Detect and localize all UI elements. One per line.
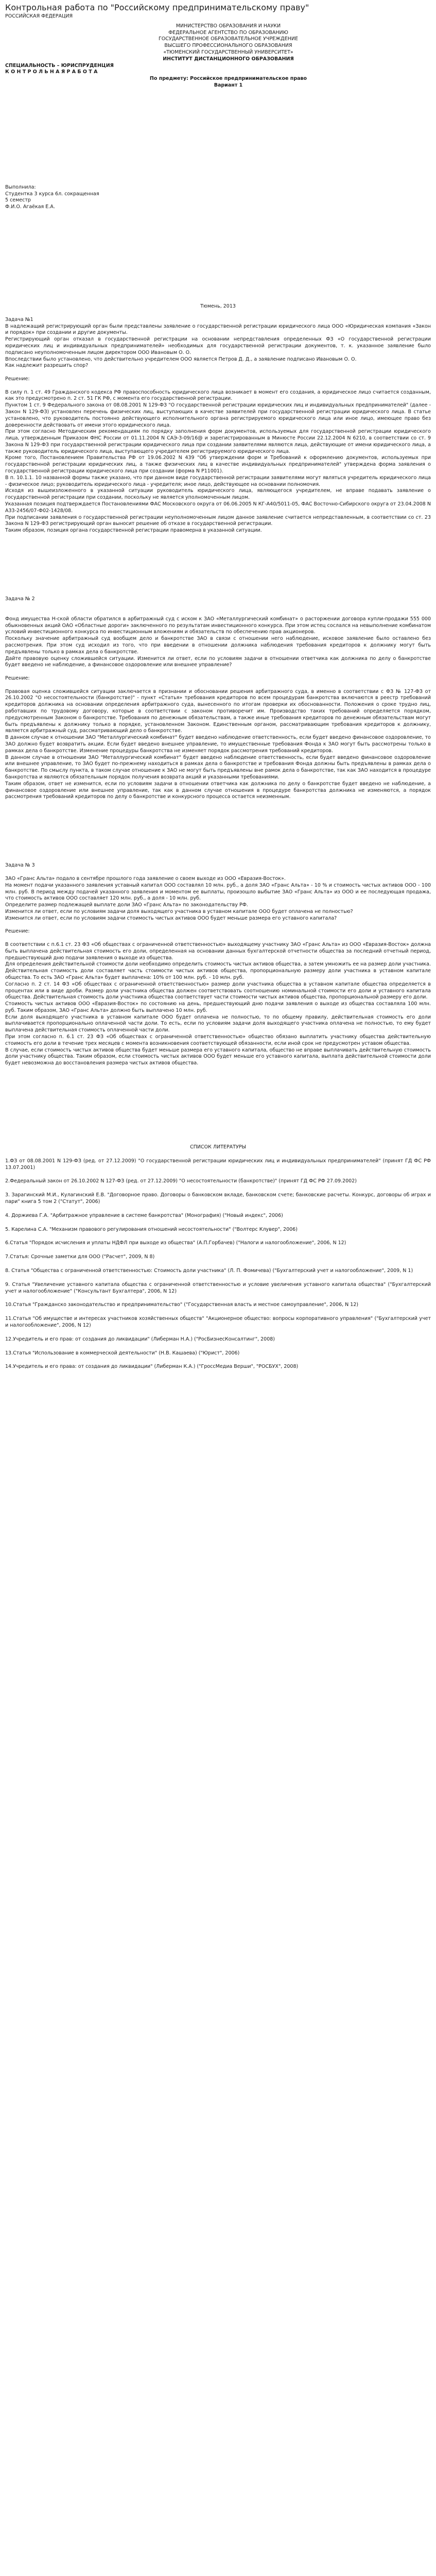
agency: ФЕДЕРАЛЬНОЕ АГЕНТСТВО ПО ОБРАЗОВАНИЮ [168,29,288,36]
paragraph: Решение: [5,675,30,682]
reference-item: 11.Статья "Об имуществе и интересах участников хозяйственных обществ" "Акционерное общество: вопросы корпоративного управления" ("Бухгалтерский учет и налогообложение", 2006, N 12) [5,1316,431,1329]
paragraph: Кроме того, Постановлением Правительства РФ от 19.06.2002 N 439 "Об утверждении форм и Требований к оформлению документов, используемых при государственной регистрации юридических лиц, а также физических лиц в качестве индивидуальных предпринимателей" утверждена форма заявления о государственной регистрации юридического лица при создании (форма N Р11001). [5,455,431,474]
city-year: Тюмень, 2013 [200,303,236,309]
reference-item: 5. Карелина С.А. "Механизм правового регулирования отношений несостоятельности" ("Волтерс Клувер", 2006) [5,1226,298,1232]
paragraph: При подписании заявления о государственной регистрации неуполномоченным лицом данное заявление считается непредставленным, в соответствии со ст. 23 Закона N 129-ФЗ регистрирующий орган выносит решение об отказе в государственной регистрации. [5,514,431,527]
paragraph: При этом согласно п. 6.1 ст. 23 ФЗ «Об обществах с ограниченной ответственностью» общество обязано выплатить участнику общества действительную стоимость его доли в течение трех месяцев с момента возникновения соответствующей обязанности, если иной срок не предусмотрен уставом общества. [5,1034,431,1046]
institution-line-2: ВЫСШЕГО ПРОФЕССИОНАЛЬНОГО ОБРАЗОВАНИЯ [164,43,292,49]
paragraph: Впоследствии было установлено, что действительно учредителем ООО является Петров Д. Д., а заявление подписано Ивановым О. О. [5,356,357,362]
document [5,3,431,1370]
paragraph: Решение: [5,928,30,935]
paragraph: Пунктом 1 ст. 9 Федерального закона от 08.08.2001 N 129-ФЗ "О государственной регистрации юридических лиц и индивидуальных предпринимателей" (далее - Закон N 129-ФЗ) установлен перечень физических лиц, выступающих в качестве заявителей при государственной регистрации юридического лица. В статье установлено, что руководитель постоянно действующего исполнительного органа регистрируемого юридического лица или иное лицо, имеющее право без доверенности действовать от имени этого юридического лица. [5,402,431,428]
paragraph: В надлежащий регистрирующий орган были представлены заявление о государственной регистрации юридического лица ООО «Юридическая компания «Закон и порядок» при создании и другие документы. [5,323,431,336]
paragraph: Регистрирующий орган отказал в государственной регистрации на основании непредставления определенных ФЗ «О государственной регистрации юридических лиц и индивидуальных предпринимателей» необходимых для государственной регистрации документов, т. к. указанное заявление было подписано неуполномоченным лицом директором ООО Ивановым О. О. [5,336,431,355]
reference-item: 14.Учредитель и его права: от создания до ликвидации" (Либерман К.А.) ("ГроссМедиа Верши", "РОСБУХ", 2008) [5,1364,299,1370]
paragraph: Таким образом, позиция органа государственной регистрации правомерна в указанной ситуации. [5,528,262,534]
paragraph: Дайте правовую оценку сложившейся ситуации. Изменится ли ответ, если по условиям задачи в отношении ответчика как должника по делу о банкротстве будет введено не наблюдение, а финансовое оздоровление или внешнее управление? [5,655,431,668]
paragraph [5,383,431,389]
paragraph: Правовая оценка сложившейся ситуации заключается в признании и обосновании решения арбитражного суда, в именно в соответствии с ФЗ № 127-ФЗ от 26.10.2002 "О несостоятельности (банкротстве)" - пункт «Статья» требования кредиторов по всем процедурам банкротства включаются в реестр требований кредиторов должника на основании определения арбитражного суда, вынесенного по итогам проверки их обоснованности. Положения о сроке трудно лиц, работавших по трудовому договору, которые в соответствии с законом противоречит им. Производство таких требований определяется порядком, предусмотренным Законом о банкротстве. Требования по денежным обязательствам, а также иные требования кредиторов по денежным обязательствам могут быть предъявлены к должнику только в порядке, установленном Законом. Единственным органом, рассматривающим требования кредиторов к должнику, является арбитражный суд, рассматривающий дело о банкротстве. [5,688,431,734]
paragraph: При этом согласно Методическим рекомендациям по порядку заполнения форм документов, используемых для государственной регистрации юридического лица, утвержденным Приказом ФНС России от 01.11.2004 N САЭ-3-09/16@ и зарегистрированным в Минюсте России 22.12.2004 N 6210, в соответствии со ст. 9 Закона N 129-ФЗ при государственной регистрации юридического лица при создании заявителями являются лица, действующие от имени юридического лица, а также руководитель юридического лица, выступающего учредителем регистрируемого юридического лица. [5,429,431,454]
reference-item: 4. Доржиева Г.А. "Арбитражное управление в системе банкротства" (Монография) ("Новый индекс", 2006) [5,1212,283,1218]
reference-item: 8. Статья "Общества с ограниченной ответственностью: Стоимость доли участника" (Л. П. Фомичева) ("Бухгалтерский учет и налогообложение", 2009, N 1) [5,1268,413,1274]
task-3-title: Задача № 3 [5,862,35,869]
document-title: Контрольная работа по "Российскому предпринимательскому праву" [5,3,309,12]
reference-item: 10.Статья "Гражданско законодательство и предпринимательство" ("Государственная власть и местное самоуправление", 2006, N 12) [5,1302,359,1308]
paragraph [5,682,431,689]
paragraph: Поскольку значение арбитражный суд вообщем дело и банкротстве ЗАО в связи с отношении него наблюдение, исковое заявление было оставлено без рассмотрения. При этом суд исходил из того, что при введении в отношении должника наблюдения требования кредиторов к должнику могут быть предъявлены только в рамках дела о банкротстве. [5,636,431,655]
paragraph [5,922,431,929]
reference-item: 6.Статья "Порядок исчисления и уплаты НДФЛ при выходе из общества" (А.П.Горбачев) ("Налоги и налогообложение", 2006, N 12) [5,1240,346,1246]
document-subtitle: РОССИЙСКАЯ ФЕДЕРАЦИЯ [5,13,73,19]
paragraph: Указанная позиция подтверждается Постановлениями ФАС Московского округа от 06.06.2005 N КГ-А40/5011-05, ФАС Восточно-Сибирского округа от 23.04.2008 N А33-2456/07-Ф02-1428/08. [5,501,431,514]
specialty: СПЕЦИАЛЬНОСТЬ – ЮРИСПРУДЕНЦИЯ [5,62,114,69]
ministry: МИНИСТЕРСТВО ОБРАЗОВАНИЯ И НАУКИ [176,23,281,29]
subject: По предмету: Российское предпринимательское право [149,76,307,82]
paragraph: В п. 10.1.1. 10 названной формы также указано, что при данном виде государственной регистрации заявителями могут являться учредитель юридического лица - физическое лицо; руководитель юридического лица - учредителя; иное лицо, действующее на основании полномочия. [5,474,431,487]
reference-item: 3. Зарагинский М.И., Кулагинский Е.В. "Договорное право. Договоры о банковском вкладе, банковском счете; банковские расчеты. Конкурс, договоры об играх и пари" книга 5 том 2 ("Статут", 2006) [5,1192,431,1205]
paragraph [5,369,431,376]
paragraph: В соответствии с п.6.1 ст. 23 ФЗ «Об обществах с ограниченной ответственностью» выходящему участнику ЗАО «Гранс Альта» из ООО «Евразия-Восток» должна быть выплачена действительная стоимость его доли, определенная на основании данных бухгалтерской отчетности общества за последний отчетный период, предшествующий дню подачи заявления о выходе из общества. [5,941,431,961]
student-line: Студентка 3 курса 6л. сокращенная [5,191,99,197]
paragraph: Для определения действительной стоимости доли необходимо определить стоимость чистых активов общества, а затем умножить ее на размер доли участника. Действительная стоимость доли составляет часть стоимости чистых активов общества, пропорциональную размеру доли участника в уставном капитале общества. То есть ЗАО «Гранс Альта» будет выплачена: 10% от 100 млн. руб. - 10 млн. руб. [5,961,431,980]
task-2 [5,596,431,801]
paragraph: В случае, если стоимость чистых активов общества будет меньше размера его уставного капитала, общество не вправе выплачивать действительную стоимость доли участнику общества. Таким образом, если стоимость чистых активов ООО будет меньше его уставного капитала, выплата действительной стоимости доли будет невозможна до восстановления размера чистых активов общества. [5,1047,431,1066]
task-1-body [5,324,431,535]
paragraph: Таким образом, ответ не изменится, если по условиям задачи в отношении ответчика как должника по делу о банкротстве будет введено не наблюдение, а финансовое оздоровление или внешнее управление, так как в данном случае отношения в процедуре банкротства должника не изменяются, а порядок рассмотрения требований кредиторов по делу о банкротстве и конкурсного процесса остается неизменным. [5,781,431,800]
task-2-title: Задача № 2 [5,596,35,602]
paragraph: Изменится ли ответ, если по условиям задачи доля выходящего участника в уставном капитале ООО будет оплачена не полностью? [5,908,353,914]
paragraph: Фонд имущества Н-ской области обратился в арбитражный суд с иском к ЗАО «Металлургический комбинат» о расторжении договора купли-продажи 555 000 обыкновенных акций ОАО «Областные дороги» заключенного по результатам инвестиционного конкурса. При этом истец сослался на невыполнение комбинатом условий инвестиционного конкурса по инвестиционным вложениям и обязательств по обеспечению прав акционеров. [5,616,431,635]
paragraph: ЗАО «Гранс Альта» подало в сентябре прошлого года заявление о своем выходе из ООО «Евразия-Восток». [5,875,286,882]
institution-line-1: ГОСУДАРСТВЕННОЕ ОБРАЗОВАТЕЛЬНОЕ УЧРЕЖДЕНИЕ [159,36,298,42]
university: «ТЮМЕНСКИЙ ГОСУДАРСТВЕННЫЙ УНИВЕРСИТЕТ» [163,49,293,55]
paragraph: Стоимость чистых активов ООО «Евразия-Восток» по состоянию на день, предшествующий дню подачи заявления о выходе из общества составляла 100 млн. руб. Таким образом, ЗАО «Гранс Альта» должно быть выплачено 10 млн. руб. [5,1001,431,1013]
reference-item: 1.ФЗ от 08.08.2001 N 129-ФЗ (ред. от 27.12.2009) "О государственной регистрации юридических лиц и индивидуальных предпринимателей" (принят ГД ФС РФ 13.07.2001) [5,1158,431,1171]
reference-item: 12.Учредитель и его прав: от создания до ликвидации" (Либерман Н.А.) ("РосБизнесКонсалтинг", 2008) [5,1336,275,1342]
performed-label: Выполнила: [5,184,36,190]
variant: Вариант 1 [214,82,243,88]
task-1 [5,317,431,534]
references [5,1144,431,1370]
references-list [5,1158,431,1370]
paragraph: Исходя из вышеизложенного в указанной ситуации руководитель юридического лица, являющегося учредителем, не вправе подавать заявление о государственной регистрации при создании, поскольку не является уполномоченным лицом. [5,488,431,501]
paragraph: Как надлежит разрешить спор? [5,363,89,369]
paragraph [5,935,431,942]
reference-item: 9. Статья "Увеличение уставного капитала общества с ограниченной ответственностью и условие увеличения уставного капитала общества" ("Бухгалтерский учет и налогообложение" ("Консультант Бухгалтера", 2006, N 12) [5,1281,431,1294]
student-name: Ф.И.О. Агаёкая Е.А. [5,204,55,210]
reference-item: 2.Федеральный закон от 26.10.2002 N 127-ФЗ (ред. от 27.12.2009) "О несостоятельности (банкротстве)" (принят ГД ФС РФ 27.09.2002) [5,1178,357,1184]
paragraph [5,669,431,675]
institute: ИНСТИТУТ ДИСТАНЦИОННОГО ОБРАЗОВАНИЯ [163,56,294,62]
paragraph: Определите размер подлежащей выплате доли ЗАО «Гранс Альта» по законодательству РФ. [5,902,248,908]
reference-item: 13.Статья "Использование в коммерческой деятельности" (Н.В. Кашаева) ("Юрист", 2006) [5,1350,240,1356]
paragraph: На момент подачи указанного заявления уставный капитал ООО составлял 10 млн. руб., а доля ЗАО «Гранс Альта» - 10 % и стоимость чистых активов ООО - 100 млн. руб. В период между подачей указанного заявления и моментом ее выплаты, произошло выбытие ЗАО «Гранс Альта» из ООО и ее последующая продажа, что стоимость активов ООО составляет 120 млн. руб., а доля - 10 млн. руб. [5,882,431,902]
cover-page [5,23,431,317]
references-title: СПИСОК ЛИТЕРАТУРЫ [190,1144,246,1150]
paragraph: Согласно п. 2 ст. 14 ФЗ «Об обществах с ограниченной ответственностью» размер доли участника общества в уставном капитале общества определяется в процентах или в виде дроби. Размер доли участника общества должен соответствовать соотношению номинальной стоимости его доли и уставного капитала общества. Действительная стоимость доли участника общества соответствует части стоимости чистых активов общества, пропорциональной размеру его доли. [5,981,431,1001]
semester-line: 5 семестр [5,197,31,204]
task-3 [5,862,431,1067]
reference-item: 7.Статья: Срочные заметки для ООО ("Расчет", 2009, N 8) [5,1254,155,1260]
paragraph: В данном случае в отношении ЗАО "Металлургический комбинат" будет введено наблюдение ответственность, если будет введено финансовое оздоровление или внешнее управление, то ЗАО будет по-прежнему находиться в рамках дела о банкротстве и требования Фонда должны быть предъявлены в рамках дела о банкротстве. По смыслу пункта, в таком случае отношение к ЗАО не могут быть предъявлены вне рамок дела о банкротстве, так как ЗАО находится в процедуре банкротства и являются обязательным порядок получения возврата акций и указанными требованиями. [5,754,431,780]
paragraph: Решение: [5,376,30,382]
work-type: К О Н Т Р О Л Ь Н А Я Р А Б О Т А [5,69,98,75]
task-1-title: Задача №1 [5,316,33,323]
paragraph: В силу п. 1 ст. 49 Гражданского кодекса РФ правоспособность юридического лица возникает в момент его создания, а юридическое лицо считается созданным, как это предусмотрено п. 2 ст. 51 ГК РФ, с момента его государственной регистрации. [5,389,431,402]
paragraph: Изменится ли ответ, если по условиям задачи стоимость чистых активов ООО будет меньше размера его уставного капитала? [5,915,337,921]
paragraph: В данном случае к отношении ЗАО "Металлургический комбинат" будет введено наблюдение ответственность, если будет введено финансовое оздоровление, то ЗАО должно будет возвратить акции. Если будет введено внешнее управление, то имущественные требования Фонда к ЗАО могут быть рассмотрены только в рамках дела о банкротстве. Изменение процедуры банкротства не изменяет порядок рассмотрения требований кредиторов. [5,735,431,754]
paragraph: Если доля выходящего участника в уставном капитале ООО будет оплачена не полностью, то по общему правилу, действительная стоимость его доли выплачивается пропорционально оплаченной части доли. То есть, если по условиям задачи доля выходящего участника оплачена не полностью, то ему будет выплачена действительная стоимость оплаченной части доли. [5,1014,431,1033]
task-2-body [5,616,431,801]
task-3-body [5,876,431,1067]
